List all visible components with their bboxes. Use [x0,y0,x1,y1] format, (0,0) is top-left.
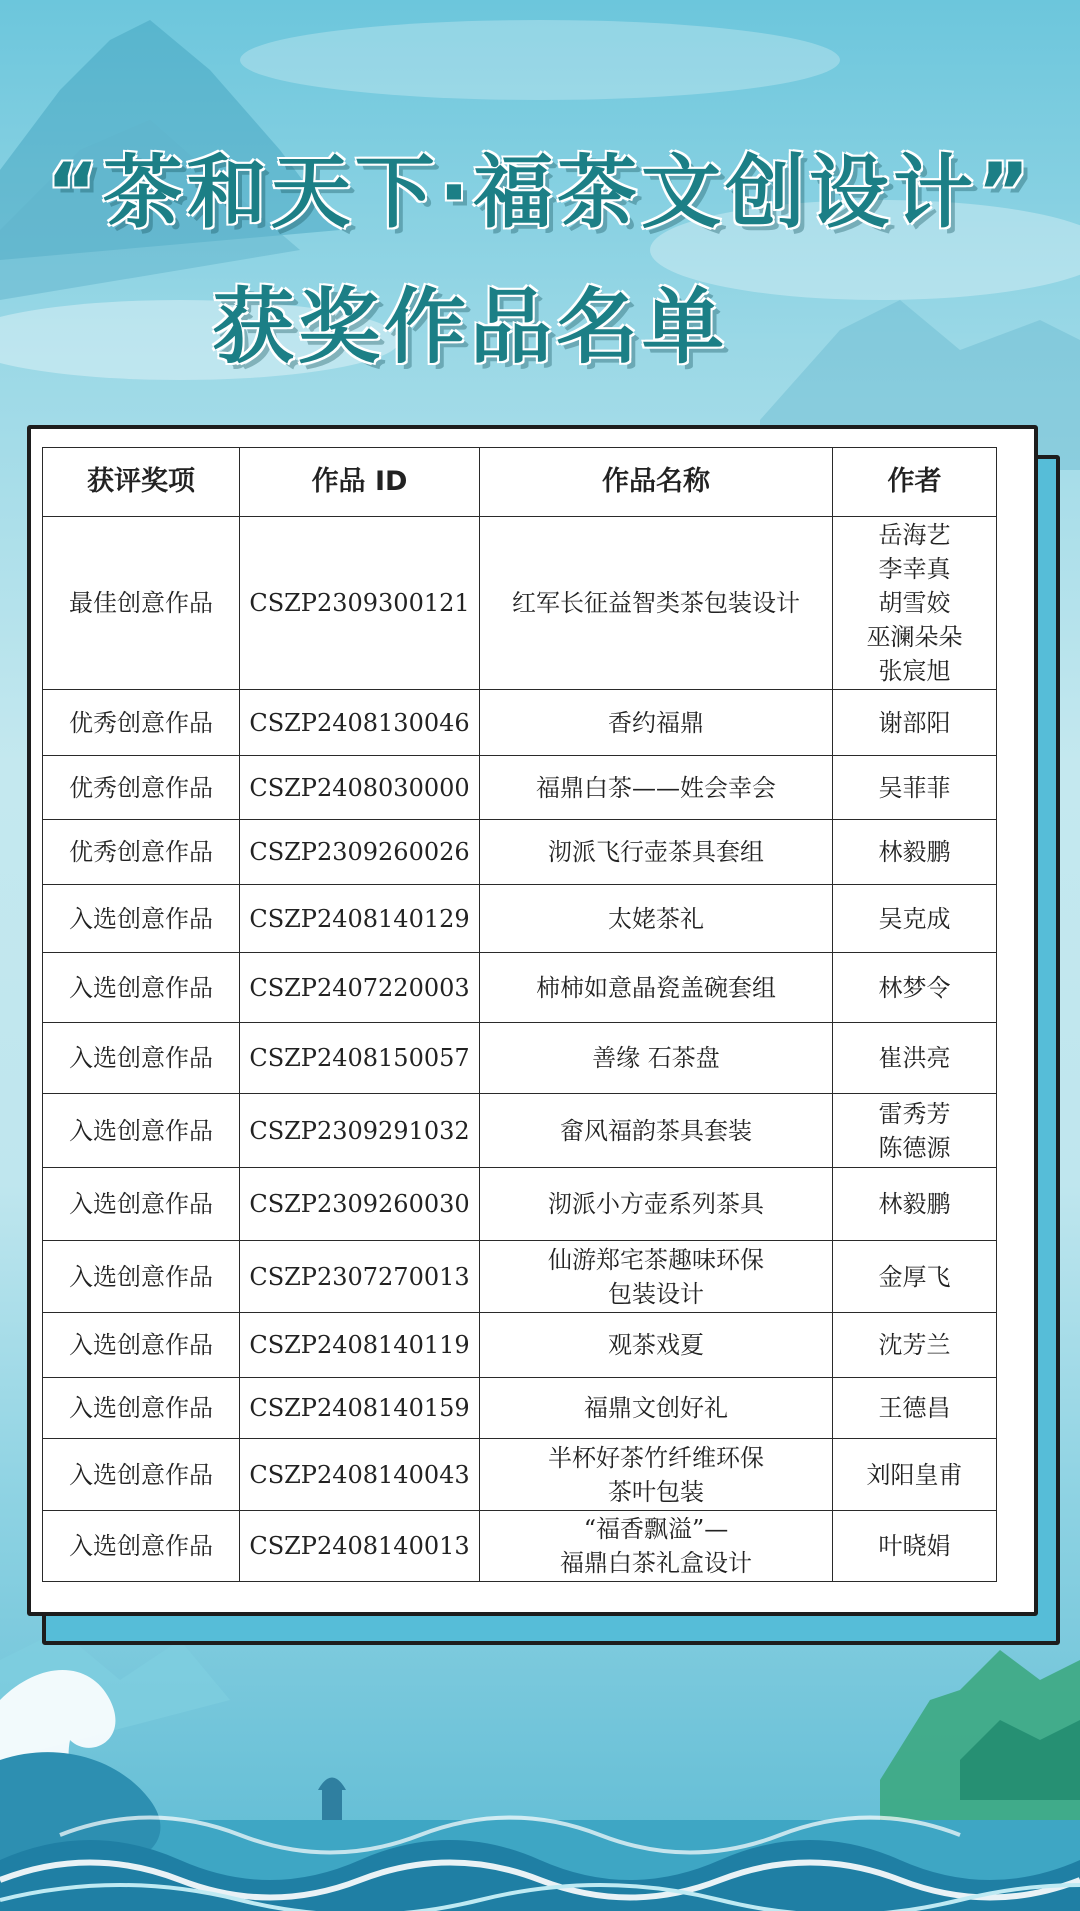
cell-name [480,820,833,885]
author-name: 胡雪姣 [878,589,951,617]
header-id: 作品 ID [240,448,480,517]
cell-award: 入选创意作品 [43,1378,240,1439]
cell-author [833,1439,997,1511]
author-name: 王德昌 [878,1394,951,1422]
tower-shape [318,1778,346,1791]
page-title-line-2: 获奖作品名单 [211,280,728,375]
cell-award: 入选创意作品 [43,1023,240,1094]
cell-author [833,820,997,885]
cell-id: CSZP2408030000 [240,756,480,820]
table-row [43,1378,997,1439]
author-name: 叶晓娟 [878,1532,951,1560]
cell-name [480,1378,833,1439]
cell-award: 入选创意作品 [43,1241,240,1313]
table-row [43,820,997,885]
cell-name-line: 福鼎文创好礼 [584,1394,728,1422]
cell-name-line: 福鼎白茶礼盒设计 [560,1549,752,1577]
cell-id: CSZP2408140013 [240,1511,480,1582]
cell-author [833,690,997,756]
cell-id: CSZP2309300121 [240,517,480,690]
author-name: 陈德源 [878,1133,951,1162]
cell-author [833,1168,997,1241]
cell-name-line: 太姥茶礼 [608,904,704,933]
cell-award: 入选创意作品 [43,1439,240,1511]
author-name: 张宸旭 [878,657,951,685]
table-row [43,1023,997,1094]
cell-author [833,1241,997,1313]
cell-id: CSZP2407220003 [240,953,480,1023]
cell-name-line: 红军长征益智类茶包装设计 [512,589,800,617]
cell-name-line: 沏派飞行壶茶具套组 [548,838,764,866]
author-name: 崔洪亮 [878,1044,951,1072]
cell-author [833,885,997,953]
author-name: 谢部阳 [878,708,951,737]
cell-name [480,517,833,690]
author-name: 岳海艺 [878,521,951,549]
cell-author [833,1313,997,1378]
cell-id: CSZP2309260026 [240,820,480,885]
cell-name-line: 柿柿如意晶瓷盖碗套组 [536,973,776,1002]
cell-id: CSZP2408140119 [240,1313,480,1378]
table-row [43,1094,997,1168]
cell-award: 入选创意作品 [43,953,240,1023]
cell-id: CSZP2309291032 [240,1094,480,1168]
cell-name-line: 沏派小方壶系列茶具 [548,1190,764,1218]
cell-name-line: 包装设计 [608,1279,704,1308]
cell-award: 入选创意作品 [43,1168,240,1241]
cell-name [480,1168,833,1241]
cell-name-line: 仙游郑宅茶趣味环保 [548,1245,764,1274]
cell-name-line: 茶叶包装 [608,1477,704,1506]
author-name: 沈芳兰 [878,1331,951,1359]
cell-id: CSZP2408150057 [240,1023,480,1094]
table-row [43,517,997,690]
cell-id: CSZP2408130046 [240,690,480,756]
table-row [43,1511,997,1582]
cell-name-line: 福鼎白茶——姓会幸会 [536,773,776,802]
cell-award: 入选创意作品 [43,1511,240,1582]
cell-id: CSZP2307270013 [240,1241,480,1313]
cell-name [480,885,833,953]
author-name: 李幸真 [878,555,951,583]
cell-name [480,1313,833,1378]
cell-name [480,1241,833,1313]
author-name: 林梦令 [878,973,951,1002]
header-author: 作者 [833,448,997,517]
cell-name-line: 香约福鼎 [608,708,704,737]
table-row [43,953,997,1023]
author-name: 金厚飞 [878,1262,951,1291]
table-row [43,885,997,953]
header-award: 获评奖项 [43,448,240,517]
author-name: 林毅鹏 [878,1190,951,1218]
cloud-shape [240,20,840,100]
cell-award: 优秀创意作品 [43,820,240,885]
table-row [43,1168,997,1241]
cell-id: CSZP2408140043 [240,1439,480,1511]
author-name: 林毅鹏 [878,838,951,866]
cell-name-line: 畲风福韵茶具套装 [560,1116,752,1145]
cell-author [833,756,997,820]
page-title-line-1: “茶和天下·福茶文创设计” [46,146,1034,239]
cell-name [480,1511,833,1582]
cell-id: CSZP2408140129 [240,885,480,953]
cell-name-line: 善缘 石茶盘 [592,1044,720,1072]
cell-id: CSZP2408140159 [240,1378,480,1439]
cell-award: 优秀创意作品 [43,690,240,756]
cell-award: 入选创意作品 [43,1094,240,1168]
cell-author [833,1378,997,1439]
table-row [43,756,997,820]
cell-name-line: 观茶戏夏 [608,1331,704,1359]
author-name: 巫澜朵朵 [866,623,963,651]
table-row [43,1439,997,1511]
table-row [43,1241,997,1313]
cell-award: 优秀创意作品 [43,756,240,820]
author-name: 刘阳皇甫 [866,1460,963,1489]
author-name: 吴菲菲 [878,773,951,802]
awards-table [42,447,997,1582]
cell-name [480,1439,833,1511]
author-name: 雷秀芳 [878,1099,951,1128]
cell-name [480,756,833,820]
author-name: 吴克成 [878,904,951,933]
cell-author [833,1023,997,1094]
cell-author [833,953,997,1023]
cell-author [833,517,997,690]
table-row [43,1313,997,1378]
cell-award: 入选创意作品 [43,1313,240,1378]
cell-name [480,953,833,1023]
header-name: 作品名称 [480,448,833,517]
cell-author [833,1511,997,1582]
cell-award: 入选创意作品 [43,885,240,953]
cell-id: CSZP2309260030 [240,1168,480,1241]
cell-name [480,690,833,756]
cell-award: 最佳创意作品 [43,517,240,690]
cell-name-line: “福香飘溢”— [583,1515,729,1543]
cell-name-line: 半杯好茶竹纤维环保 [548,1443,764,1472]
table-row [43,690,997,756]
table-header-row [43,448,997,517]
cell-author [833,1094,997,1168]
cell-name [480,1094,833,1168]
cell-name [480,1023,833,1094]
